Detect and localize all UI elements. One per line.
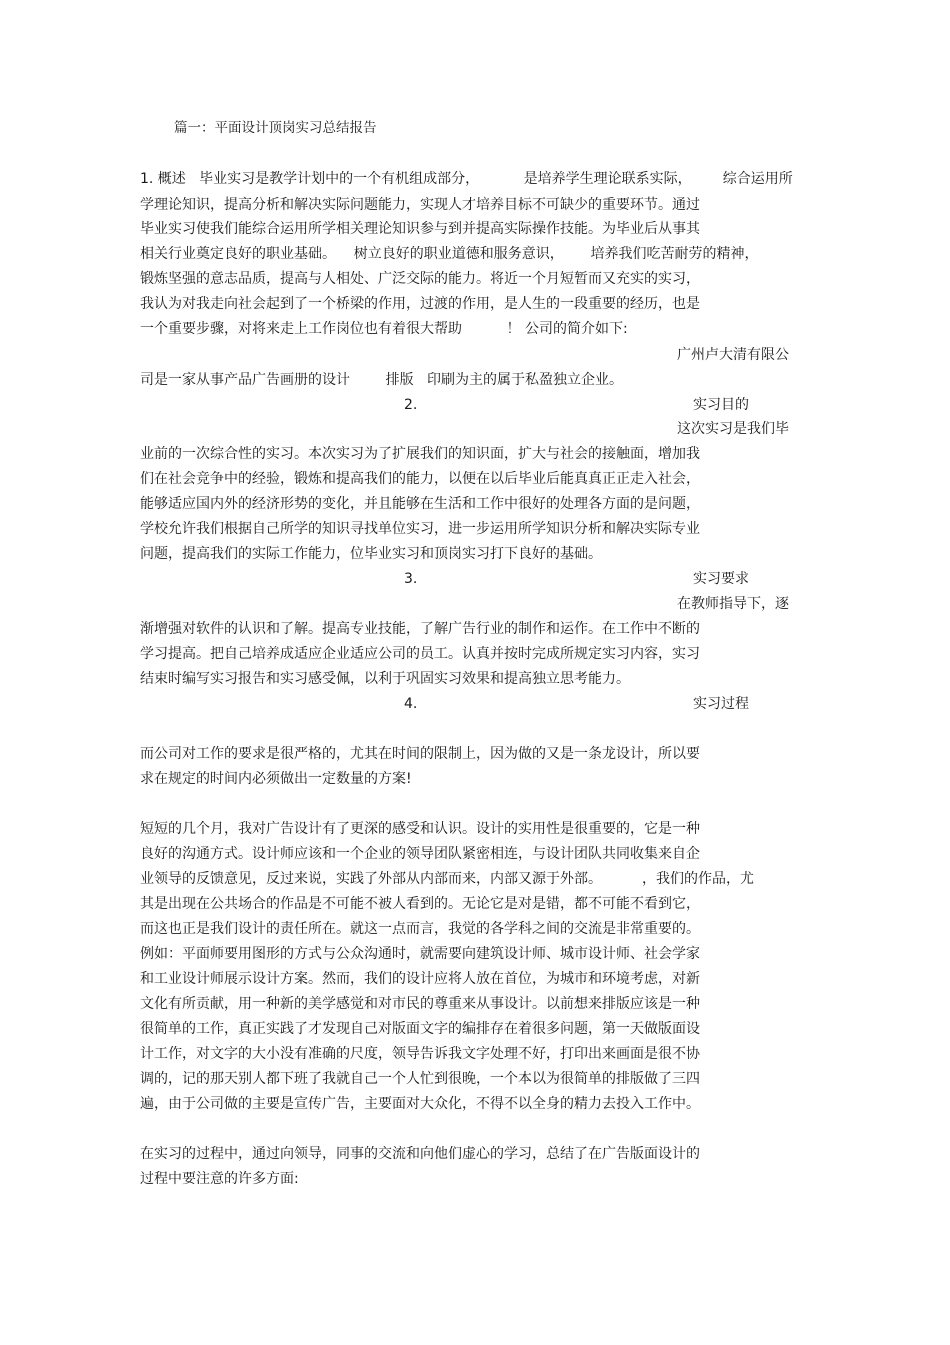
- text-line: 这次实习是我们毕: [677, 421, 789, 437]
- text-line: 结束时编写实习报告和实习感受佩，以利于巩固实习效果和提高独立思考能力。: [140, 671, 630, 687]
- text-line: 学理论知识，提高分析和解决实际问题能力，实现人才培养目标不可缺少的重要环节。通过: [140, 197, 700, 213]
- text-line: 学习提高。把自己培养成适应企业适应公司的员工。认真并按时完成所规定实习内容，实习: [140, 646, 700, 662]
- document-title: 篇一：平面设计顶岗实习总结报告: [174, 120, 377, 136]
- section-heading: 实习要求: [693, 571, 749, 587]
- text-line: 渐增强对软件的认识和了解。提高专业技能，了解广告行业的制作和运作。在工作中不断的: [140, 621, 700, 637]
- text-line: 广州卢大清有限公: [677, 347, 789, 363]
- text-line: 能够适应国内外的经济形势的变化，并且能够在生活和工作中很好的处理各方面的是问题，: [140, 496, 700, 512]
- text-line: 良好的沟通方式。设计师应该和一个企业的领导团队紧密相连，与设计团队共同收集来自企: [140, 846, 700, 862]
- text-line: 和工业设计师展示设计方案。然而，我们的设计应将人放在首位，为城市和环境考虑，对新: [140, 971, 700, 987]
- section-heading: 实习目的: [693, 397, 749, 413]
- text-line: 求在规定的时间内必须做出一定数量的方案!: [140, 771, 412, 787]
- text-line: 相关行业奠定良好的职业基础。 树立良好的职业道德和服务意识， 培养我们吃苦耐劳的精神，: [140, 246, 759, 262]
- text-line: 过程中要注意的许多方面:: [140, 1171, 299, 1187]
- text-line: 们在社会竞争中的经验，锻炼和提高我们的能力，以便在以后毕业后能真真正正走入社会，: [140, 471, 700, 487]
- text-line: 1. 概述 毕业实习是教学计划中的一个有机组成部分， 是培养学生理论联系实际， 综合运用所: [140, 171, 793, 187]
- text-line: 其是出现在公共场合的作品是不可能不被人看到的。无论它是对是错，都不可能不看到它，: [140, 896, 700, 912]
- text-line: 而公司对工作的要求是很严格的，尤其在时间的限制上，因为做的又是一条龙设计，所以要: [140, 746, 700, 762]
- text-line: 问题，提高我们的实际工作能力，位毕业实习和顶岗实习打下良好的基础。: [140, 546, 602, 562]
- text-line: 文化有所贡献，用一种新的美学感觉和对市民的尊重来从事设计。以前想来排版应该是一种: [140, 996, 700, 1012]
- section-number: 3.: [404, 571, 418, 587]
- section-number: 4.: [404, 696, 418, 712]
- text-line: 调的，记的那天别人都下班了我就自己一个人忙到很晚，一个本以为很简单的排版做了三四: [140, 1071, 700, 1087]
- text-line: 短短的几个月，我对广告设计有了更深的感受和认识。设计的实用性是很重要的，它是一种: [140, 821, 700, 837]
- text-line: 遍，由于公司做的主要是宣传广告，主要面对大众化，不得不以全身的精力去投入工作中。: [140, 1096, 700, 1112]
- section-heading: 实习过程: [693, 696, 749, 712]
- text-line: 业领导的反馈意见，反过来说，实践了外部从内部而来，内部又源于外部。 ，我们的作品，尤: [140, 871, 755, 887]
- text-line: 计工作，对文字的大小没有准确的尺度，领导告诉我文字处理不好，打印出来画面是很不协: [140, 1046, 700, 1062]
- text-line: 而这也正是我们设计的责任所在。就这一点而言，我觉的各学科之间的交流是非常重要的。: [140, 921, 700, 937]
- text-line: 学校允许我们根据自己所学的知识寻找单位实习，进一步运用所学知识分析和解决实际专业: [140, 521, 700, 537]
- section-number: 2.: [404, 397, 418, 413]
- text-line: 锻炼坚强的意志品质，提高与人相处、广泛交际的能力。将近一个月短暂而又充实的实习，: [140, 271, 700, 287]
- text-line: 例如：平面师要用图形的方式与公众沟通时，就需要向建筑设计师、城市设计师、社会学家: [140, 946, 700, 962]
- text-line: 毕业实习使我们能综合运用所学相关理论知识参与到并提高实际操作技能。为毕业后从事其: [140, 221, 700, 237]
- text-line: 很简单的工作，真正实践了才发现自己对版面文字的编排存在着很多问题，第一天做版面设: [140, 1021, 700, 1037]
- text-line: 在教师指导下，逐: [677, 596, 789, 612]
- text-line: 在实习的过程中，通过向领导，同事的交流和向他们虚心的学习，总结了在广告版面设计的: [140, 1146, 700, 1162]
- text-line: 司是一家从事产品广告画册的设计 排版 印刷为主的属于私盈独立企业。: [140, 372, 623, 388]
- text-line: 业前的一次综合性的实习。本次实习为了扩展我们的知识面，扩大与社会的接触面，增加我: [140, 446, 700, 462]
- text-line: 我认为对我走向社会起到了一个桥梁的作用，过渡的作用，是人生的一段重要的经历，也是: [140, 296, 700, 312]
- text-line: 一个重要步骤，对将来走上工作岗位也有着很大帮助 ！ 公司的简介如下:: [140, 321, 628, 337]
